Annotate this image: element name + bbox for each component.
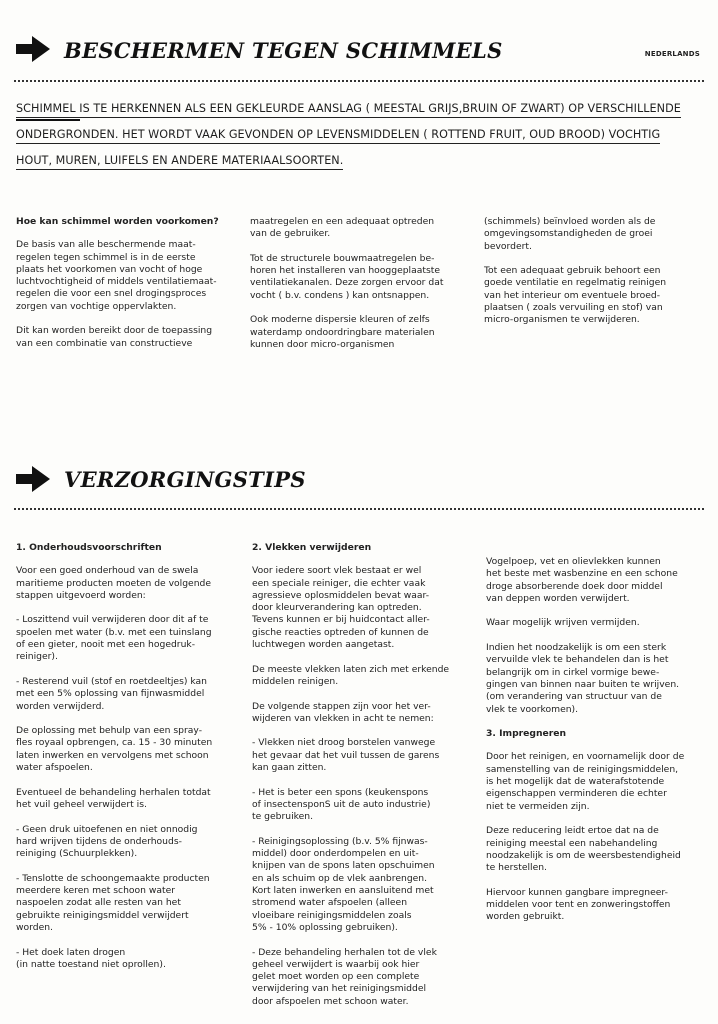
paragraph: De volgende stappen zijn voor het ver- wijderen van vlekken in acht te nemen: bbox=[252, 700, 434, 724]
paragraph: - Tenslotte de schoongemaakte producten meerdere keren met schoon water naspoelen zodat alle resten van het gebruikte reinigingsmiddel verwijdert worden. bbox=[16, 872, 210, 933]
arrow-right-icon bbox=[16, 466, 50, 492]
language-label: NEDERLANDS bbox=[644, 50, 700, 58]
paragraph: - Vlekken niet droog borstelen vanwege het gevaar dat het vuil tussen de garens kan gaan zitten. bbox=[252, 737, 440, 774]
paragraph: - Het is beter een spons (keukenspons of insectensponS uit de auto industrie) te gebruiken. bbox=[252, 786, 431, 823]
paragraph: De oplossing met behulp van een spray- fles royaal opbrengen, ca. 15 - 30 minuten laten inwerken en vervolgens met schoon water afspoelen. bbox=[16, 725, 213, 774]
section-divider bbox=[14, 80, 704, 82]
paragraph: Indien het noodzakelijk is om een sterk vervuilde vlek te behandelen dan is het belangrijk om in cirkel vormige bewe- gingen van binnen naar buiten te wrijven. (om verandering van structuur van de vlek te voorkomen). bbox=[486, 642, 680, 715]
paragraph: Deze reducering leidt ertoe dat na de reiniging meestal een nabehandeling noodzakelijk is om de weersbestendigheid te herstellen. bbox=[486, 825, 681, 874]
intro-line: HOUT, MUREN, LUIFELS EN ANDERE MATERIAALSOORTEN. bbox=[16, 148, 706, 174]
paragraph: De meeste vlekken laten zich met erkende middelen reinigen. bbox=[252, 663, 450, 687]
paragraph: - Geen druk uitoefenen en niet onnodig hard wrijven tijdens de onderhouds- reiniging (Schuurplekken). bbox=[16, 823, 198, 860]
section2-column-2 bbox=[252, 542, 464, 1020]
column-heading: Hoe kan schimmel worden voorkomen? bbox=[16, 216, 219, 227]
intro-line: ONDERGRONDEN. HET WORDT VAAK GEVONDEN OP LEVENSMIDDELEN ( ROTTEND FRUIT, OUD BROOD) VOCHTIG bbox=[16, 122, 706, 148]
column-heading: 1. Onderhoudsvoorschriften bbox=[16, 542, 162, 553]
intro-line: SCHIMMEL IS TE HERKENNEN ALS EEN GEKLEURDE AANSLAG ( MEESTAL GRIJS,BRUIN OF ZWART) OP VERSCHILLENDE bbox=[16, 96, 706, 122]
column-heading: 2. Vlekken verwijderen bbox=[252, 542, 372, 553]
paragraph: - Resterend vuil (stof en roetdeeltjes) kan met een 5% oplossing van fijnwasmiddel worden verwijderd. bbox=[16, 675, 207, 712]
section-title-beschermen: BESCHERMEN TEGEN SCHIMMELS bbox=[64, 38, 503, 63]
paragraph: - Loszittend vuil verwijderen door dit af te spoelen met water (b.v. met een tuinslang of een gieter, nooit met een hogedruk- reiniger). bbox=[16, 614, 212, 663]
paragraph: De basis van alle beschermende maat- regelen tegen schimmel is in de eerste plaats het voorkomen van vocht of hoge luchtvochtigheid of middels ventilatiemaat- regelen die voor een snel drogingsproces zorgen van vochtige oppervlakten. bbox=[16, 239, 217, 312]
section1-column-3 bbox=[484, 216, 696, 339]
section2-column-3 bbox=[486, 556, 698, 936]
paragraph: Voor iedere soort vlek bestaat er wel een speciale reiniger, die echter vaak agressieve oplosmiddelen bevat waar- door kleurverandering kan optreden. Tevens kunnen er bij huidcontact aller- gische reacties optreden of kunnen de luchtwegen worden aangetast. bbox=[252, 565, 430, 651]
paragraph: Waar mogelijk wrijven vermijden. bbox=[486, 617, 640, 629]
section2-column-1 bbox=[16, 542, 228, 983]
paragraph: Voor een goed onderhoud van de swela maritieme producten moeten de volgende stappen uitgevoerd worden: bbox=[16, 565, 212, 601]
section1-column-1 bbox=[16, 216, 228, 362]
paragraph: - Reinigingsoplossing (b.v. 5% fijnwas- middel) door onderdompelen en uit- knijpen van de spons laten opschuimen en als schuim op de vlek aanbrengen. Kort laten inwerken en aansluitend met stromend water afspoelen (alleen vloeibare reinigingsmiddelen zoals 5% - 10% oplossing gebruiken). bbox=[252, 835, 435, 933]
column-heading: 3. Impregneren bbox=[486, 728, 567, 740]
paragraph: maatregelen en een adequaat optreden van de gebruiker. bbox=[250, 216, 435, 240]
paragraph: Tot de structurele bouwmaatregelen be- horen het installeren van hooggeplaatste ventilatiekanalen. Deze zorgen ervoor dat vocht ( b.v. condens ) kan ontsnappen. bbox=[250, 252, 444, 301]
paragraph: Vogelpoep, vet en olievlekken kunnen het beste met wasbenzine en een schone droge absorberende doek door middel van deppen worden verwijdert. bbox=[486, 556, 678, 604]
paragraph: Dit kan worden bereikt door de toepassing van een combinatie van constructieve bbox=[16, 325, 213, 349]
section1-column-2 bbox=[250, 216, 462, 364]
intro-text bbox=[16, 96, 706, 174]
paragraph: Hiervoor kunnen gangbare impregneer- middelen voor tent en zonweringstoffen worden gebruikt. bbox=[486, 886, 671, 923]
paragraph: Eventueel de behandeling herhalen totdat het vuil geheel verwijdert is. bbox=[16, 786, 211, 810]
paragraph: (schimmels) beïnvloed worden als de omgevingsomstandigheden de groei bevordert. bbox=[484, 216, 656, 252]
arrow-right-icon bbox=[16, 36, 50, 62]
paragraph: - Deze behandeling herhalen tot de vlek geheel verwijdert is waarbij ook hier gelet moet worden op een complete verwijdering van het reinigingsmiddel door afspoelen met schoon water. bbox=[252, 946, 437, 1007]
section-divider bbox=[14, 508, 704, 510]
section-title-verzorgingstips: VERZORGINGSTIPS bbox=[64, 467, 306, 492]
paragraph: Door het reinigen, en voornamelijk door de samenstelling van de reinigingsmiddelen, is het mogelijk dat de waterafstotende eigenschappen verminderen die echter niet te vermeiden zijn. bbox=[486, 751, 685, 812]
paragraph: Ook moderne dispersie kleuren of zelfs waterdamp ondoordringbare materialen kunnen door micro-organismen bbox=[250, 314, 435, 350]
paragraph: - Het doek laten drogen (in natte toestand niet oprollen). bbox=[16, 946, 166, 970]
paragraph: Tot een adequaat gebruik behoort een goede ventilatie en regelmatig reinigen van het interieur om eventuele broed- plaatsen ( zoals vervuiling en stof) van micro-organismen te verwijderen. bbox=[484, 265, 667, 326]
